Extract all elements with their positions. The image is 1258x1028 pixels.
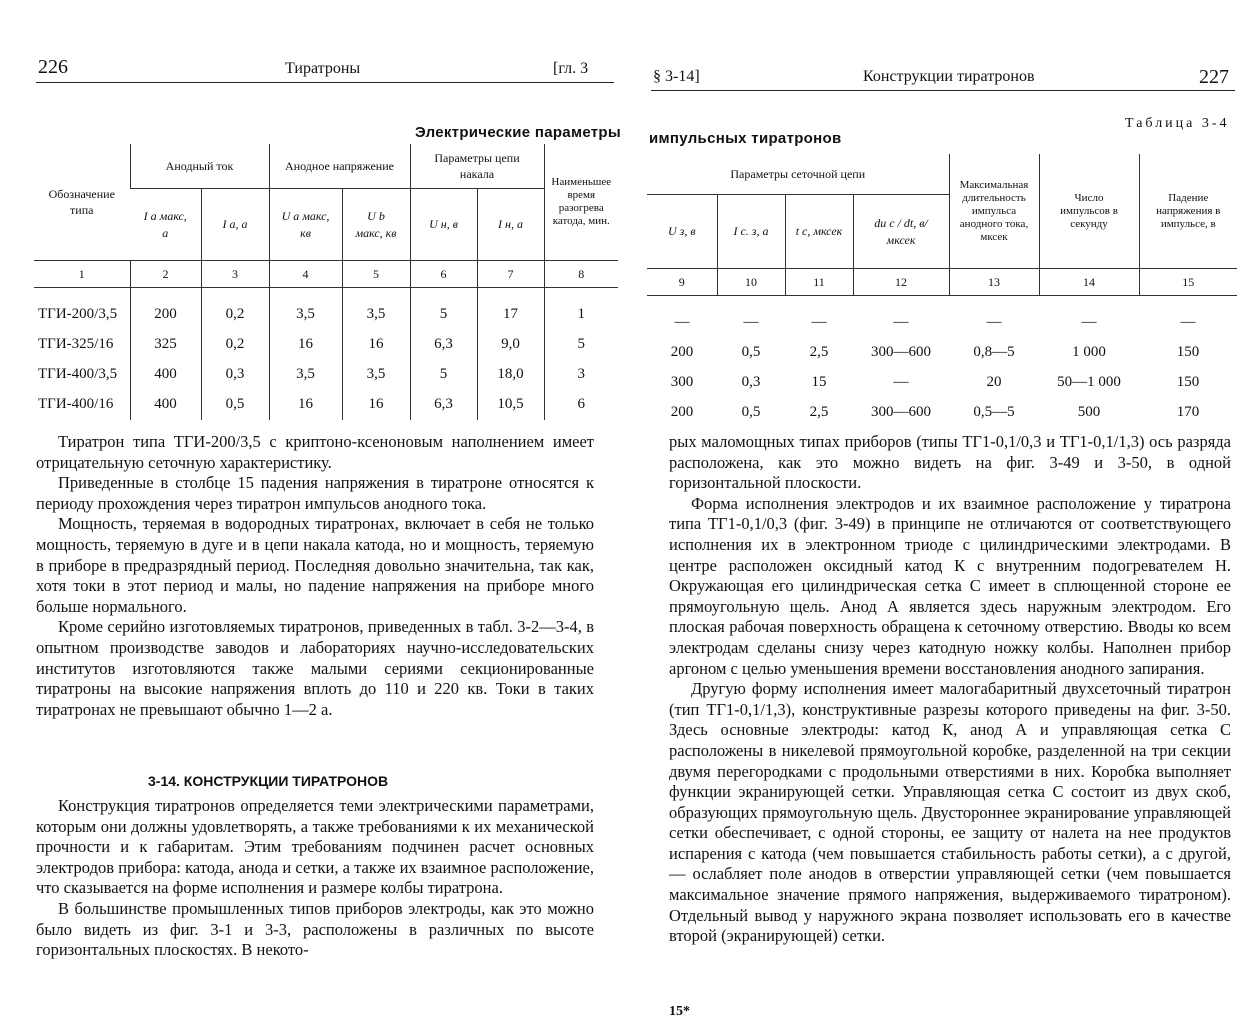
colnum: 8	[544, 261, 618, 288]
table-label: Таблица 3-4	[1125, 116, 1230, 131]
col-grid: Параметры сеточной цепи	[647, 154, 949, 195]
page-number: 227	[1199, 66, 1229, 88]
signature-mark: 15*	[669, 1004, 690, 1019]
right-body-text	[669, 432, 1231, 947]
header-rule	[36, 82, 614, 83]
table-row: ТГИ-200/3,5 200 0,2 3,5 3,5 5 17 1	[34, 300, 618, 330]
paragraph: Кроме серийно изготовляемых тиратронов, приведенных в табл. 3-2—3-4, в опытном производстве заводов и лабораториях научно-исследовательских институтов изготовляются также малыми сериями секционированные тиратроны на высокие напряжения вплоть до 110 и 220 кв. Токи в таких тиратронах не превышают обычно 1—2 а.	[36, 617, 594, 719]
col-drop: Падение напряжения в импульсе, в	[1139, 154, 1237, 269]
paragraph: Другую форму исполнения имеет малогабаритный двухсеточный тиратрон (тип ТГ1-0,1/1,3), конструктивные разрезы которого приведены на фиг. 3-50. Здесь основные электроды: катод К, анод А и управляющая сетка С расположены в никелевой прямоугольной коробке, разделенной на три секции двумя перегородками с продольными отверстиями в них. Коробка выполняет функции экранирующей сетки. Управляющая сетка С состоит из двух скоб, образующих прямоугольную щель. Двустороннее экранирование управляющей сетки обеспечивает, с одной стороны, ее защиту от налета на нее продуктов испарения с катода (чем повышается стабильность работы сетки), а с другой, — ослабляет поле анодов в отверстии управляющей сетки (чем повышается максимальное значение прямого напряжения, выдерживаемого тиратроном). Отдельный вывод у наружного экрана позволяет использовать его в качестве второй (экранирующей) сетки.	[669, 679, 1231, 946]
col-anode-current: Анодный ток	[130, 144, 269, 189]
colnum: 10	[717, 269, 785, 296]
table-row: ТГИ-400/3,5 400 0,3 3,5 3,5 5 18,0 3	[34, 360, 618, 390]
table-row: — — — — — — —	[674, 314, 1196, 330]
table-title: импульсных тиратронов	[649, 130, 842, 147]
table-row: ТГИ-400/16 400 0,5 16 16 6,3 10,5 6	[34, 390, 618, 420]
paragraph: рых маломощных типах приборов (типы ТГ1-0,1/0,3 и ТГ1-0,1/1,3) ось разряда расположена, как это можно видеть на фиг. 3-49 и 3-50, в одной горизонтальной плоскости.	[669, 432, 1231, 493]
colnum: 3	[201, 261, 269, 288]
table-title: Электрические параметры	[415, 124, 622, 141]
header-rule	[651, 90, 1235, 91]
col-designation: Обозначение типа	[48, 187, 115, 217]
colnum: 15	[1139, 269, 1237, 296]
paragraph: Тиратрон типа ТГИ-200/3,5 с криптоно-ксеноновым наполнением имеет отрицательную сеточную характеристику.	[36, 432, 594, 472]
sub-duc-dt: du c / dt, в/мксек	[853, 195, 949, 269]
colnum: 11	[785, 269, 853, 296]
colnum: 13	[949, 269, 1039, 296]
colnum: 6	[410, 261, 477, 288]
page-number: 226	[38, 56, 68, 78]
sub-ua-max: U а макс, кв	[269, 189, 342, 261]
running-title: Тиратроны	[285, 60, 361, 77]
sub-in: I н, а	[477, 189, 544, 261]
chapter-mark: [гл. 3	[553, 60, 589, 77]
col-anode-voltage: Анодное напряжение	[269, 144, 410, 189]
right-page	[629, 0, 1258, 1028]
left-body-text-1	[36, 432, 594, 720]
paragraph: Приведенные в столбце 15 падения напряжения в тиратроне относятся к периоду прохождения через тиратрон импульсов анодного тока.	[36, 473, 594, 513]
col-pulses: Число импульсов в секунду	[1039, 154, 1139, 269]
sub-ia-max: I а макс, а	[143, 208, 187, 240]
colnum: 5	[342, 261, 410, 288]
sub-icz: I с. з, а	[717, 195, 785, 269]
col-max-pulse: Максимальная длительность импульса анодного тока, мксек	[949, 154, 1039, 269]
colnum: 14	[1039, 269, 1139, 296]
paragraph: Мощность, теряемая в водородных тиратронах, включает в себя не только мощность, теряемую в дуге и в цепи накала катода, но и мощность, теряемую в приборе в предразрядный период. Последняя довольно значительна, так как, хотя токи в этот период и малы, но падение напряжения на приборе много больше нормального.	[36, 514, 594, 616]
colnum: 7	[477, 261, 544, 288]
colnum: 2	[130, 261, 201, 288]
colnum: 9	[647, 269, 717, 296]
sub-tc: t с, мксек	[785, 195, 853, 269]
table-row: ТГИ-325/16 325 0,2 16 16 6,3 9,0 5	[34, 330, 618, 360]
table-row: 200 0,5 2,5 300—600 0,8—5 1 000 150	[670, 344, 1200, 360]
sub-uz: U з, в	[667, 224, 696, 238]
electrical-parameters-table	[34, 144, 618, 420]
table-row: 200 0,5 2,5 300—600 0,5—5 500 170	[670, 404, 1200, 420]
colnum: 4	[269, 261, 342, 288]
colnum: 1	[34, 261, 130, 288]
section-title: 3-14. КОНСТРУКЦИИ ТИРАТРОНОВ	[148, 773, 389, 789]
paragraph: Конструкция тиратронов определяется теми электрическими параметрами, которым они должны удовлетворять, а также требованиями к их механической прочности и к габаритам. Этим требованиям подчинен расчет основных электродов прибора: катода, анода и сетки, а также их взаимное расположение, что сказывается на форме исполнения и размере колбы тиратрона.	[36, 796, 594, 898]
sub-ia: I а, а	[201, 189, 269, 261]
running-title: Конструкции тиратронов	[863, 68, 1035, 85]
col-warmup: Наименьшее время разогрева катода, мин.	[544, 144, 618, 261]
sub-un: U н, в	[410, 189, 477, 261]
section-mark: § 3-14]	[653, 68, 700, 85]
paragraph: Форма исполнения электродов и их взаимное расположение у тиратрона типа ТГ1-0,1/0,3 (фиг. 3-49) в принципе не отличаются от соответствующего исполнения их в электронном триоде с цилиндрическими электродами. В центре расположен оксидный катод К с внутренним подогревателем Н. Окружающая его цилиндрическая сетка С имеет в сплющенной стороне ее прямоугольную щель. Анод А является здесь наружным электродом. Его плоская рабочая поверхность обращена к сеточному отверстию. Вводы ко всем электродам сделаны снизу через катодную ножку колбы. Наполнен прибор аргоном с целью уменьшения времени восстановления анодного запирания.	[669, 493, 1231, 678]
table-row: 300 0,3 15 — 20 50—1 000 150	[670, 374, 1200, 390]
col-heater: Параметры цепи накала	[410, 144, 544, 189]
paragraph: В большинстве промышленных типов приборов электроды, как это можно было видеть из фиг. 3-1 и 3-3, расположены в различных по высоте горизонтальных плоскостях. В некото-	[36, 898, 594, 960]
colnum: 12	[853, 269, 949, 296]
left-body-text-2	[36, 796, 594, 961]
sub-ub-max: U b макс, кв	[342, 189, 410, 261]
pulse-parameters-table	[647, 154, 1237, 428]
